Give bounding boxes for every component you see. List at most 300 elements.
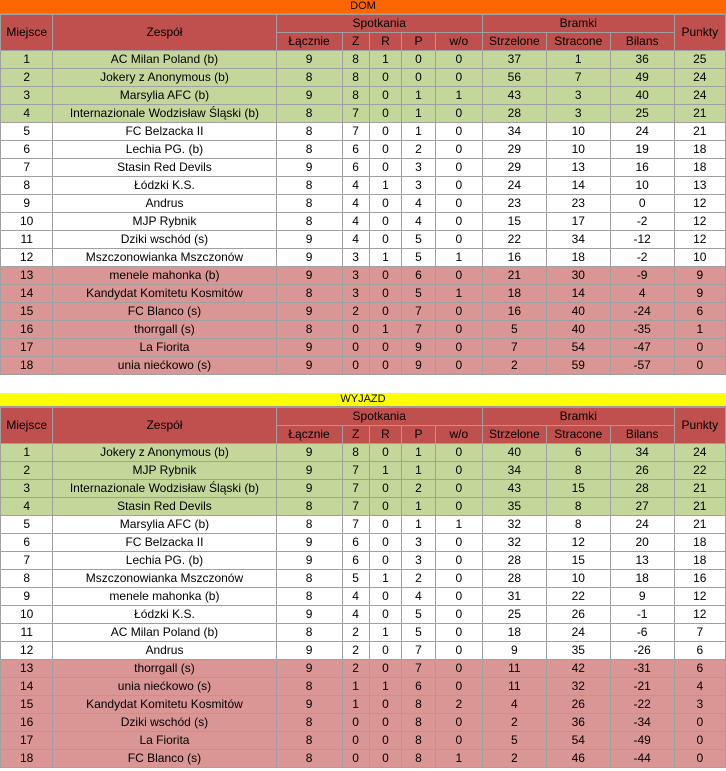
cell-played: 8 (276, 678, 342, 696)
cell-played: 8 (276, 498, 342, 516)
cell-balance: 34 (610, 444, 674, 462)
cell-wins: 5 (342, 570, 369, 588)
header-lacznie: Łącznie (276, 426, 342, 444)
cell-scored: 15 (482, 213, 546, 231)
cell-balance: -24 (610, 303, 674, 321)
table-row (1, 552, 726, 570)
cell-draws: 0 (369, 516, 401, 534)
cell-balance: 19 (610, 141, 674, 159)
cell-conceded: 14 (546, 177, 610, 195)
cell-points: 12 (674, 195, 725, 213)
cell-points: 21 (674, 516, 725, 534)
table-row (1, 750, 726, 768)
cell-draws: 0 (369, 696, 401, 714)
table-row (1, 159, 726, 177)
cell-draws: 1 (369, 570, 401, 588)
cell-scored: 29 (482, 141, 546, 159)
table-row (1, 213, 726, 231)
table-row (1, 69, 726, 87)
cell-points: 18 (674, 534, 725, 552)
cell-place: 15 (1, 696, 53, 714)
cell-walkover: 0 (435, 588, 482, 606)
cell-balance: 28 (610, 480, 674, 498)
cell-balance: 0 (610, 195, 674, 213)
cell-points: 21 (674, 480, 725, 498)
header-p: P (402, 426, 436, 444)
cell-losses: 3 (402, 534, 436, 552)
cell-played: 9 (276, 444, 342, 462)
cell-wins: 0 (342, 750, 369, 768)
cell-losses: 1 (402, 87, 436, 105)
table-row (1, 534, 726, 552)
cell-played: 9 (276, 231, 342, 249)
cell-team: FC Blanco (s) (53, 303, 276, 321)
cell-walkover: 0 (435, 714, 482, 732)
cell-wins: 2 (342, 624, 369, 642)
cell-team: Marsylia AFC (b) (53, 516, 276, 534)
cell-balance: -26 (610, 642, 674, 660)
cell-conceded: 24 (546, 624, 610, 642)
table-row (1, 123, 726, 141)
cell-scored: 40 (482, 444, 546, 462)
cell-played: 8 (276, 732, 342, 750)
cell-walkover: 0 (435, 105, 482, 123)
cell-points: 18 (674, 159, 725, 177)
cell-team: Mszczonowianka Mszczonów (53, 570, 276, 588)
cell-points: 18 (674, 552, 725, 570)
cell-balance: -1 (610, 606, 674, 624)
cell-scored: 37 (482, 51, 546, 69)
cell-played: 8 (276, 624, 342, 642)
cell-scored: 16 (482, 249, 546, 267)
cell-wins: 7 (342, 498, 369, 516)
cell-conceded: 35 (546, 642, 610, 660)
table-row (1, 285, 726, 303)
cell-team: FC Belzacka II (53, 534, 276, 552)
table-row (1, 303, 726, 321)
cell-scored: 28 (482, 570, 546, 588)
cell-place: 4 (1, 105, 53, 123)
cell-points: 22 (674, 462, 725, 480)
cell-losses: 0 (402, 51, 436, 69)
cell-conceded: 42 (546, 660, 610, 678)
cell-draws: 1 (369, 51, 401, 69)
cell-wins: 0 (342, 339, 369, 357)
cell-walkover: 0 (435, 357, 482, 375)
cell-scored: 34 (482, 462, 546, 480)
cell-scored: 32 (482, 534, 546, 552)
table-row (1, 339, 726, 357)
cell-team: FC Blanco (s) (53, 750, 276, 768)
header-zespol: Zespół (53, 408, 276, 444)
cell-wins: 8 (342, 444, 369, 462)
cell-conceded: 3 (546, 105, 610, 123)
cell-balance: 36 (610, 51, 674, 69)
cell-balance: 40 (610, 87, 674, 105)
header-spotkania: Spotkania (276, 15, 482, 33)
cell-conceded: 8 (546, 498, 610, 516)
cell-points: 9 (674, 285, 725, 303)
cell-draws: 0 (369, 498, 401, 516)
cell-scored: 18 (482, 624, 546, 642)
cell-team: thorrgall (s) (53, 660, 276, 678)
header-miejsce: Miejsce (1, 408, 53, 444)
cell-conceded: 10 (546, 123, 610, 141)
cell-place: 15 (1, 303, 53, 321)
cell-draws: 0 (369, 552, 401, 570)
cell-scored: 29 (482, 159, 546, 177)
cell-team: Łódzki K.S. (53, 177, 276, 195)
cell-balance: 18 (610, 570, 674, 588)
cell-conceded: 10 (546, 570, 610, 588)
cell-scored: 22 (482, 231, 546, 249)
cell-wins: 8 (342, 51, 369, 69)
cell-place: 8 (1, 570, 53, 588)
table-row (1, 51, 726, 69)
cell-draws: 0 (369, 231, 401, 249)
cell-place: 13 (1, 660, 53, 678)
cell-conceded: 14 (546, 285, 610, 303)
cell-wins: 7 (342, 105, 369, 123)
cell-losses: 9 (402, 357, 436, 375)
cell-draws: 1 (369, 321, 401, 339)
cell-balance: 20 (610, 534, 674, 552)
cell-losses: 3 (402, 552, 436, 570)
cell-wins: 7 (342, 462, 369, 480)
cell-team: Mszczonowianka Mszczonów (53, 249, 276, 267)
cell-place: 5 (1, 123, 53, 141)
cell-walkover: 0 (435, 51, 482, 69)
cell-scored: 24 (482, 177, 546, 195)
cell-draws: 0 (369, 750, 401, 768)
cell-draws: 0 (369, 642, 401, 660)
cell-conceded: 40 (546, 321, 610, 339)
cell-wins: 0 (342, 732, 369, 750)
cell-losses: 7 (402, 303, 436, 321)
cell-losses: 3 (402, 177, 436, 195)
cell-points: 10 (674, 249, 725, 267)
cell-conceded: 26 (546, 606, 610, 624)
cell-draws: 0 (369, 303, 401, 321)
cell-balance: 49 (610, 69, 674, 87)
cell-team: Lechia PG. (b) (53, 141, 276, 159)
table-row (1, 678, 726, 696)
table-row (1, 177, 726, 195)
cell-place: 12 (1, 642, 53, 660)
cell-draws: 0 (369, 195, 401, 213)
cell-team: Jokery z Anonymous (b) (53, 69, 276, 87)
cell-place: 2 (1, 69, 53, 87)
cell-team: Marsylia AFC (b) (53, 87, 276, 105)
cell-balance: -9 (610, 267, 674, 285)
cell-walkover: 0 (435, 339, 482, 357)
section-gap (0, 375, 726, 393)
header-r: R (369, 33, 401, 51)
cell-balance: 24 (610, 123, 674, 141)
cell-team: La Fiorita (53, 339, 276, 357)
cell-draws: 0 (369, 480, 401, 498)
cell-team: thorrgall (s) (53, 321, 276, 339)
table-header (1, 15, 726, 51)
cell-walkover: 0 (435, 267, 482, 285)
cell-losses: 8 (402, 750, 436, 768)
table-row (1, 141, 726, 159)
cell-losses: 1 (402, 498, 436, 516)
cell-scored: 7 (482, 339, 546, 357)
cell-balance: 16 (610, 159, 674, 177)
cell-walkover: 0 (435, 444, 482, 462)
cell-conceded: 30 (546, 267, 610, 285)
cell-played: 9 (276, 339, 342, 357)
cell-scored: 31 (482, 588, 546, 606)
cell-played: 9 (276, 696, 342, 714)
cell-losses: 1 (402, 462, 436, 480)
header-stracone: Stracone (546, 33, 610, 51)
cell-played: 9 (276, 249, 342, 267)
cell-losses: 8 (402, 714, 436, 732)
table-row (1, 357, 726, 375)
header-bilans: Bilans (610, 33, 674, 51)
cell-draws: 1 (369, 177, 401, 195)
cell-losses: 7 (402, 642, 436, 660)
cell-scored: 43 (482, 87, 546, 105)
section-title: WYJAZD (0, 393, 726, 407)
cell-place: 11 (1, 231, 53, 249)
cell-points: 12 (674, 588, 725, 606)
cell-played: 9 (276, 480, 342, 498)
cell-draws: 0 (369, 87, 401, 105)
cell-wins: 4 (342, 177, 369, 195)
cell-wins: 4 (342, 213, 369, 231)
cell-played: 8 (276, 69, 342, 87)
cell-played: 9 (276, 267, 342, 285)
cell-draws: 0 (369, 285, 401, 303)
cell-played: 9 (276, 534, 342, 552)
cell-balance: -44 (610, 750, 674, 768)
cell-conceded: 8 (546, 462, 610, 480)
cell-points: 12 (674, 213, 725, 231)
cell-points: 12 (674, 606, 725, 624)
cell-conceded: 23 (546, 195, 610, 213)
cell-walkover: 0 (435, 606, 482, 624)
cell-losses: 6 (402, 267, 436, 285)
cell-played: 8 (276, 141, 342, 159)
header-bramki: Bramki (482, 15, 674, 33)
cell-draws: 0 (369, 534, 401, 552)
cell-team: Łódzki K.S. (53, 606, 276, 624)
header-stracone: Stracone (546, 426, 610, 444)
cell-balance: 9 (610, 588, 674, 606)
table-row (1, 570, 726, 588)
cell-place: 1 (1, 51, 53, 69)
cell-points: 12 (674, 231, 725, 249)
cell-walkover: 0 (435, 570, 482, 588)
cell-points: 6 (674, 303, 725, 321)
cell-balance: 26 (610, 462, 674, 480)
cell-played: 9 (276, 159, 342, 177)
cell-walkover: 0 (435, 177, 482, 195)
cell-place: 9 (1, 195, 53, 213)
cell-wins: 2 (342, 303, 369, 321)
cell-played: 8 (276, 714, 342, 732)
cell-draws: 0 (369, 606, 401, 624)
cell-walkover: 0 (435, 321, 482, 339)
cell-place: 16 (1, 714, 53, 732)
table-row (1, 606, 726, 624)
header-p: P (402, 33, 436, 51)
cell-losses: 1 (402, 444, 436, 462)
cell-played: 8 (276, 195, 342, 213)
table-row (1, 444, 726, 462)
cell-draws: 0 (369, 660, 401, 678)
cell-balance: -47 (610, 339, 674, 357)
cell-place: 7 (1, 159, 53, 177)
table-row (1, 87, 726, 105)
cell-losses: 5 (402, 624, 436, 642)
cell-balance: -57 (610, 357, 674, 375)
cell-points: 9 (674, 267, 725, 285)
table-row (1, 588, 726, 606)
cell-place: 5 (1, 516, 53, 534)
cell-place: 18 (1, 357, 53, 375)
cell-place: 10 (1, 606, 53, 624)
cell-points: 13 (674, 177, 725, 195)
cell-conceded: 40 (546, 303, 610, 321)
cell-draws: 0 (369, 213, 401, 231)
cell-conceded: 3 (546, 87, 610, 105)
header-bilans: Bilans (610, 426, 674, 444)
header-r: R (369, 426, 401, 444)
cell-walkover: 0 (435, 159, 482, 177)
cell-team: Kandydat Komitetu Kosmitów (53, 696, 276, 714)
cell-conceded: 26 (546, 696, 610, 714)
cell-draws: 0 (369, 123, 401, 141)
standings-table (0, 14, 726, 375)
cell-wins: 4 (342, 231, 369, 249)
cell-team: unia niećkowo (s) (53, 357, 276, 375)
cell-conceded: 18 (546, 249, 610, 267)
cell-team: Andrus (53, 642, 276, 660)
cell-balance: -6 (610, 624, 674, 642)
table-row (1, 249, 726, 267)
cell-place: 14 (1, 678, 53, 696)
cell-points: 24 (674, 87, 725, 105)
cell-scored: 28 (482, 105, 546, 123)
cell-conceded: 54 (546, 339, 610, 357)
cell-losses: 2 (402, 570, 436, 588)
cell-played: 8 (276, 570, 342, 588)
cell-team: Dziki wschód (s) (53, 714, 276, 732)
cell-wins: 7 (342, 516, 369, 534)
cell-draws: 0 (369, 141, 401, 159)
cell-scored: 5 (482, 321, 546, 339)
cell-walkover: 0 (435, 231, 482, 249)
cell-wins: 1 (342, 696, 369, 714)
cell-losses: 2 (402, 141, 436, 159)
cell-draws: 1 (369, 678, 401, 696)
cell-losses: 7 (402, 321, 436, 339)
header-punkty: Punkty (674, 15, 725, 51)
cell-draws: 0 (369, 159, 401, 177)
cell-wins: 0 (342, 714, 369, 732)
cell-scored: 23 (482, 195, 546, 213)
cell-scored: 16 (482, 303, 546, 321)
table-row (1, 231, 726, 249)
cell-played: 8 (276, 285, 342, 303)
cell-draws: 0 (369, 339, 401, 357)
cell-points: 4 (674, 678, 725, 696)
cell-draws: 1 (369, 624, 401, 642)
cell-place: 10 (1, 213, 53, 231)
table-row (1, 195, 726, 213)
cell-walkover: 0 (435, 462, 482, 480)
cell-balance: -22 (610, 696, 674, 714)
cell-team: Jokery z Anonymous (b) (53, 444, 276, 462)
cell-walkover: 2 (435, 696, 482, 714)
cell-team: Kandydat Komitetu Kosmitów (53, 285, 276, 303)
cell-walkover: 0 (435, 498, 482, 516)
cell-balance: -12 (610, 231, 674, 249)
cell-team: Stasin Red Devils (53, 159, 276, 177)
table-row (1, 642, 726, 660)
cell-place: 14 (1, 285, 53, 303)
standings-table (0, 407, 726, 768)
cell-place: 18 (1, 750, 53, 768)
cell-walkover: 0 (435, 552, 482, 570)
cell-scored: 4 (482, 696, 546, 714)
cell-wins: 0 (342, 321, 369, 339)
cell-walkover: 0 (435, 642, 482, 660)
cell-scored: 2 (482, 750, 546, 768)
cell-wins: 8 (342, 87, 369, 105)
cell-balance: -49 (610, 732, 674, 750)
cell-points: 0 (674, 750, 725, 768)
cell-conceded: 7 (546, 69, 610, 87)
cell-wins: 0 (342, 357, 369, 375)
cell-balance: -31 (610, 660, 674, 678)
table-row (1, 462, 726, 480)
table-row (1, 105, 726, 123)
cell-walkover: 0 (435, 534, 482, 552)
cell-scored: 11 (482, 678, 546, 696)
cell-place: 3 (1, 480, 53, 498)
header-punkty: Punkty (674, 408, 725, 444)
cell-losses: 1 (402, 105, 436, 123)
cell-wins: 3 (342, 267, 369, 285)
cell-place: 3 (1, 87, 53, 105)
cell-conceded: 8 (546, 516, 610, 534)
header-zespol: Zespół (53, 15, 276, 51)
cell-place: 13 (1, 267, 53, 285)
cell-losses: 4 (402, 213, 436, 231)
cell-conceded: 59 (546, 357, 610, 375)
cell-losses: 7 (402, 660, 436, 678)
cell-losses: 1 (402, 123, 436, 141)
cell-wins: 4 (342, 195, 369, 213)
cell-wins: 6 (342, 534, 369, 552)
cell-team: menele mahonka (b) (53, 588, 276, 606)
cell-balance: 4 (610, 285, 674, 303)
cell-losses: 2 (402, 480, 436, 498)
cell-scored: 34 (482, 123, 546, 141)
cell-walkover: 0 (435, 123, 482, 141)
cell-conceded: 10 (546, 141, 610, 159)
cell-balance: -2 (610, 249, 674, 267)
cell-conceded: 1 (546, 51, 610, 69)
cell-conceded: 15 (546, 552, 610, 570)
cell-place: 4 (1, 498, 53, 516)
table-row (1, 660, 726, 678)
